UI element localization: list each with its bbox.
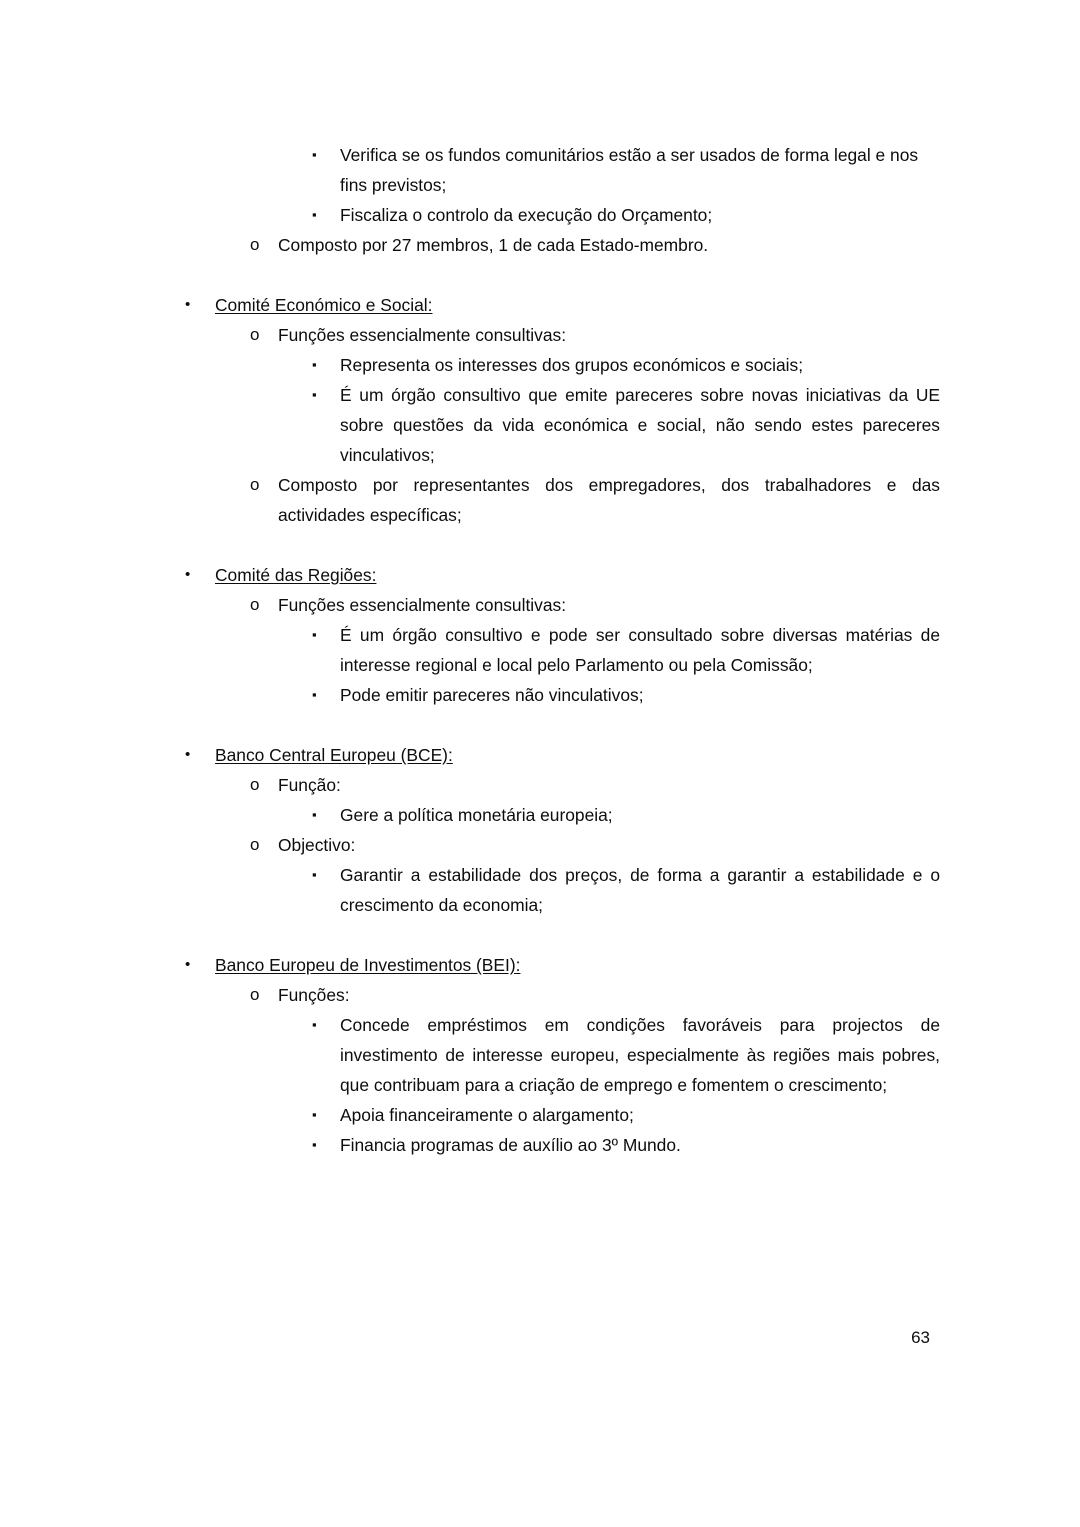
list-bullet-level3-icon: ▪ [312, 207, 317, 222]
list-item [150, 1130, 940, 1160]
list-bullet-level2-icon: o [250, 325, 260, 344]
list-item-text: Fiscaliza o controlo da execução do Orçamento; [340, 205, 713, 225]
paragraph-spacer [150, 710, 940, 740]
list-bullet-level2-icon: o [250, 775, 260, 794]
outline-group-tribunal-contas-continued [150, 140, 940, 260]
list-item [150, 1100, 940, 1130]
list-item-text: Concede empréstimos em condições favoráveis para projectos de investimento de interesse europeu, especialmente às regiões mais pobres, que contribuam para a criação de emprego e fomentem o crescimento; [340, 1015, 940, 1095]
list-item [150, 230, 940, 260]
section-heading: Banco Europeu de Investimentos (BEI): [215, 955, 521, 975]
list-item [150, 560, 940, 590]
list-item-text: Financia programas de auxílio ao 3º Mundo. [340, 1135, 681, 1155]
list-item-text: É um órgão consultivo que emite pareceres sobre novas iniciativas da UE sobre questões da vida económica e social, não sendo estes pareceres vinculativos; [340, 385, 940, 465]
list-bullet-level3-icon: ▪ [312, 1137, 317, 1152]
section-heading: Banco Central Europeu (BCE): [215, 745, 453, 765]
list-item [150, 290, 940, 320]
list-bullet-level3-icon: ▪ [312, 627, 317, 642]
list-bullet-level3-icon: ▪ [312, 357, 317, 372]
page-number: 63 [911, 1328, 930, 1347]
paragraph-spacer [150, 530, 940, 560]
list-item-text: Função: [278, 775, 341, 795]
list-item [150, 830, 940, 860]
list-bullet-level3-icon: ▪ [312, 147, 317, 162]
list-item [150, 770, 940, 800]
list-item [150, 620, 940, 680]
list-item-text: Apoia financeiramente o alargamento; [340, 1105, 634, 1125]
section-heading: Comité das Regiões: [215, 565, 377, 585]
list-item-text: Pode emitir pareceres não vinculativos; [340, 685, 644, 705]
list-item-text: Garantir a estabilidade dos preços, de forma a garantir a estabilidade e o crescimento da economia; [340, 865, 940, 915]
list-bullet-level1-icon: • [185, 566, 191, 583]
list-item-text: Verifica se os fundos comunitários estão a ser usados de forma legal e nos fins previstos; [340, 145, 919, 195]
list-item-text: Representa os interesses dos grupos económicos e sociais; [340, 355, 804, 375]
list-item-text: Funções: [278, 985, 350, 1005]
outline-group-comite-economico-social [150, 290, 940, 530]
outline-group-comite-das-regioes [150, 560, 940, 710]
list-item-text: Funções essencialmente consultivas: [278, 595, 567, 615]
list-item [150, 950, 940, 980]
section-heading: Comité Económico e Social: [215, 295, 433, 315]
list-bullet-level3-icon: ▪ [312, 807, 317, 822]
list-bullet-level2-icon: o [250, 475, 260, 494]
list-bullet-level3-icon: ▪ [312, 687, 317, 702]
outline-group-banco-europeu-investimentos [150, 950, 940, 1160]
list-bullet-level1-icon: • [185, 956, 191, 973]
list-bullet-level2-icon: o [250, 985, 260, 1004]
list-bullet-level3-icon: ▪ [312, 1107, 317, 1122]
list-item [150, 200, 940, 230]
list-item [150, 980, 940, 1010]
list-item-text: Objectivo: [278, 835, 356, 855]
list-item [150, 800, 940, 830]
list-item [150, 350, 940, 380]
paragraph-spacer [150, 260, 940, 290]
list-item [150, 1010, 940, 1100]
list-bullet-level1-icon: • [185, 296, 191, 313]
list-bullet-level3-icon: ▪ [312, 867, 317, 882]
list-item-text: É um órgão consultivo e pode ser consultado sobre diversas matérias de interesse regional e local pelo Parlamento ou pela Comissão; [340, 625, 940, 675]
list-item [150, 380, 940, 470]
list-bullet-level2-icon: o [250, 235, 260, 254]
list-item [150, 320, 940, 350]
list-bullet-level2-icon: o [250, 835, 260, 854]
list-item [150, 860, 940, 920]
list-bullet-level1-icon: • [185, 746, 191, 763]
paragraph-spacer [150, 920, 940, 950]
list-item-text: Funções essencialmente consultivas: [278, 325, 567, 345]
document-body [150, 140, 940, 1160]
list-item-text: Composto por representantes dos empregadores, dos trabalhadores e das actividades específicas; [278, 475, 940, 525]
list-item [150, 140, 940, 200]
list-item [150, 740, 940, 770]
list-bullet-level3-icon: ▪ [312, 387, 317, 402]
list-item-text: Gere a política monetária europeia; [340, 805, 613, 825]
list-item [150, 590, 940, 620]
list-item [150, 680, 940, 710]
list-item-text: Composto por 27 membros, 1 de cada Estado-membro. [278, 235, 709, 255]
list-item [150, 470, 940, 530]
list-bullet-level2-icon: o [250, 595, 260, 614]
outline-group-banco-central-europeu [150, 740, 940, 920]
list-bullet-level3-icon: ▪ [312, 1017, 317, 1032]
